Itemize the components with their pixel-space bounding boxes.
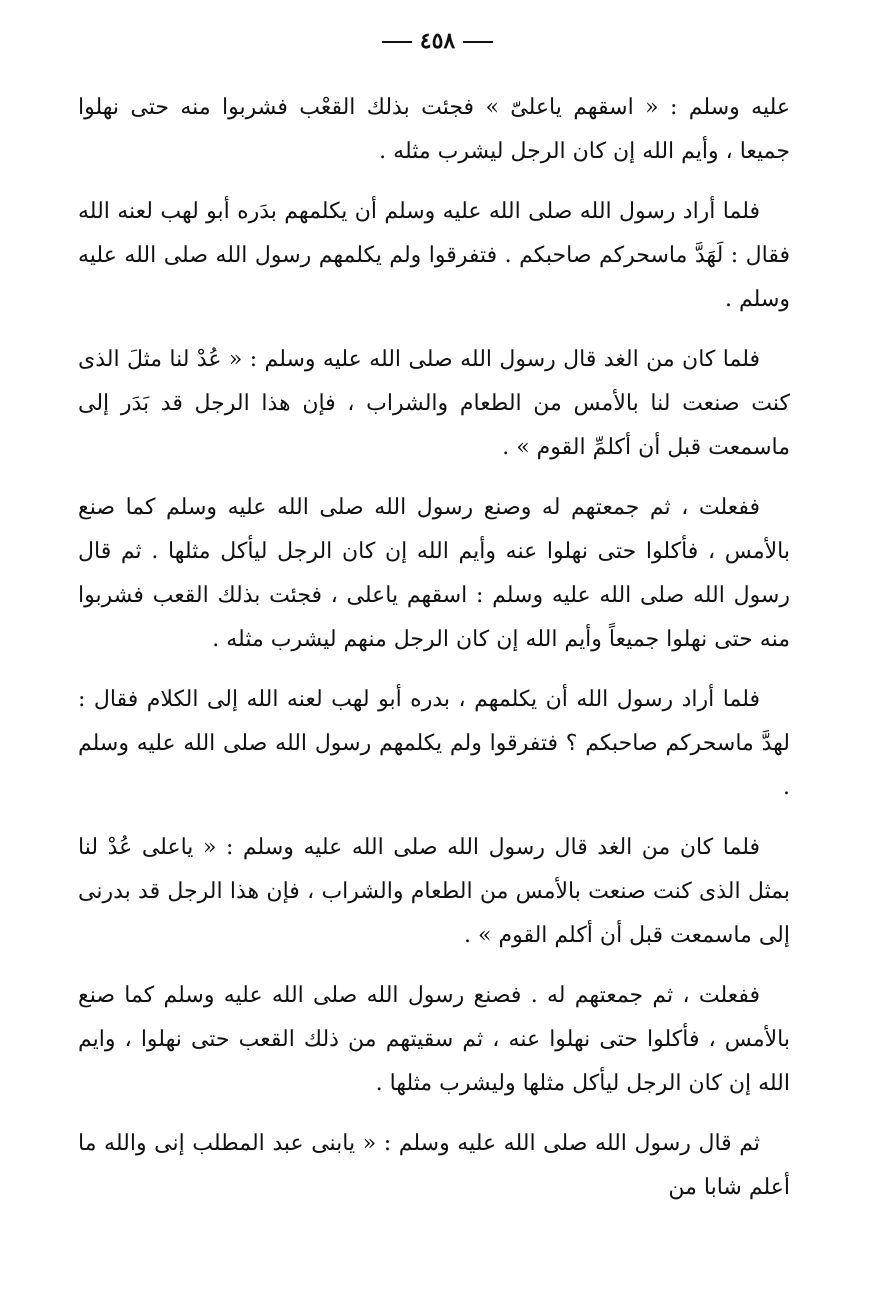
paragraph-8: ثم قال رسول الله صلى الله عليه وسلم : « يابنى عبد المطلب إنى والله ما أعلم شابا من xyxy=(78,1131,790,1200)
paragraph-3: فلما كان من الغد قال رسول الله صلى الله عليه وسلم : « عُدْ لنا مثلَ الذى كنت صنعت لنا بالأمس من الطعام والشراب ، فإن هذا الرجل قد بَدَر إلى ماسمعت قبل أن أكلمِّ القوم » . xyxy=(78,347,790,460)
body-text xyxy=(78,86,790,1226)
paragraph-1: عليه وسلم : « اسقهم ياعلىّ » فجئت بذلك القعْب فشربوا منه حتى نهلوا جميعا ، وأيم الله إن كان الرجل ليشرب مثله . xyxy=(78,95,790,164)
paragraph-7: ففعلت ، ثم جمعتهم له . فصنع رسول الله صلى الله عليه وسلم كما صنع بالأمس ، فأكلوا حتى نهلوا عنه ، ثم سقيتهم من ذلك القعب حتى نهلوا ، وايم الله إن كان الرجل ليأكل مثلها وليشرب مثلها . xyxy=(78,983,790,1096)
page-number-dash-left xyxy=(382,41,412,43)
paragraph-6: فلما كان من الغد قال رسول الله صلى الله عليه وسلم : « ياعلى عُدْ لنا بمثل الذى كنت صنعت بالأمس من الطعام والشراب ، فإن هذا الرجل قد بدرنى إلى ماسمعت قبل أن أكلم القوم » . xyxy=(78,835,790,948)
paragraph-2: فلما أراد رسول الله صلى الله عليه وسلم أن يكلمهم بدَره أبو لهب لعنه الله فقال : لَهَدَّ ماسحركم صاحبكم . فتفرقوا ولم يكلمهم رسول الله صلى الله عليه وسلم . xyxy=(78,199,790,312)
page-number-dash-right xyxy=(463,41,493,43)
page-number xyxy=(0,28,875,54)
paragraph-4: ففعلت ، ثم جمعتهم له وصنع رسول الله صلى الله عليه وسلم كما صنع بالأمس ، فأكلوا حتى نهلوا عنه وأيم الله إن كان الرجل ليأكل مثلها . ثم قال رسول الله صلى الله عليه وسلم : اسقهم ياعلى ، فجئت بذلك القعب فشربوا منه حتى نهلوا جميعاً وأيم الله إن كان الرجل منهم ليشرب مثله . xyxy=(78,495,790,652)
page-number-text: ٤٥٨ xyxy=(419,28,456,54)
paragraph-5: فلما أراد رسول الله أن يكلمهم ، بدره أبو لهب لعنه الله إلى الكلام فقال : لهدَّ ماسحركم صاحبكم ؟ فتفرقوا ولم يكلمهم رسول الله صلى الله عليه وسلم . xyxy=(78,687,790,800)
